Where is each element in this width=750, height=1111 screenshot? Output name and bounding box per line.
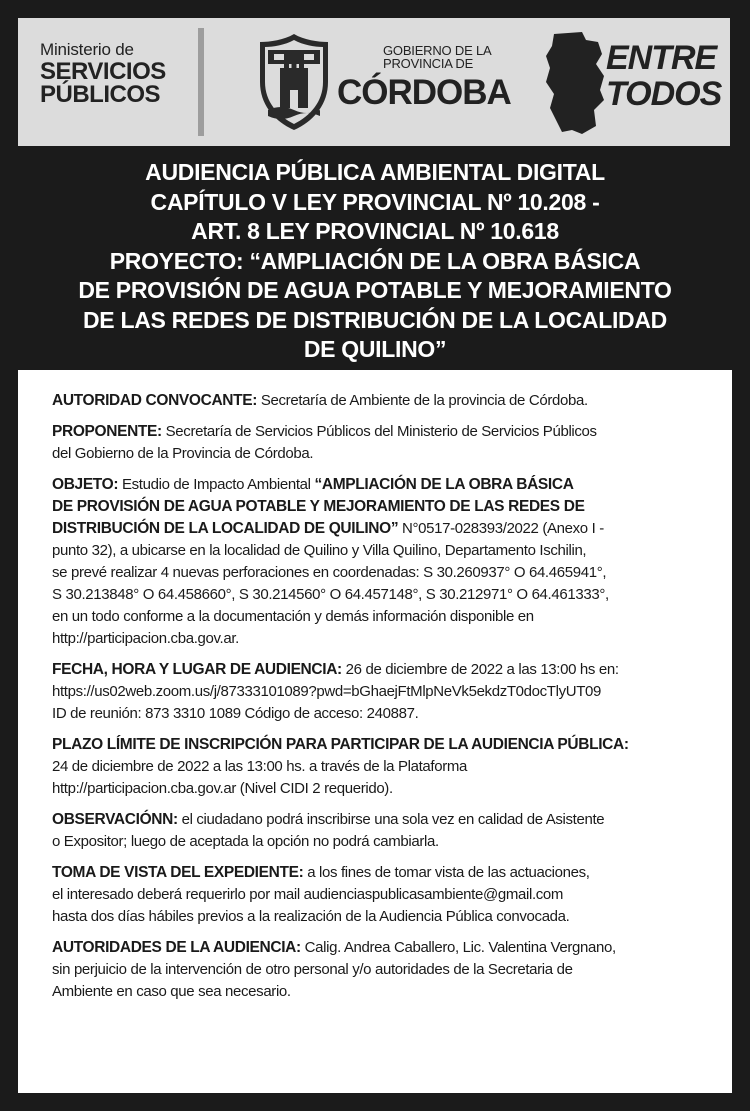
title-line: PROYECTO: “AMPLIACIÓN DE LA OBRA BÁSICA — [109, 247, 641, 274]
ministerio-name-line-1: SERVICIOS — [40, 58, 166, 85]
autoridades-text-1: Calig. Andrea Caballero, Lic. Valentina Vergnano, — [300, 939, 616, 956]
objeto-text-4: punto 32), a ubicarse en la localidad de Quilino y Villa Quilino, Departamento Ischilin, — [52, 542, 587, 559]
section-toma-de-vista — [52, 862, 718, 928]
section-autoridades — [52, 937, 718, 1003]
autoridades-label: AUTORIDADES DE LA AUDIENCIA: — [52, 939, 301, 956]
entre-word: ENTRE — [606, 39, 717, 77]
gobierno-line-1: GOBIERNO DE LA — [383, 43, 492, 58]
toma-text-2: el interesado deberá requerirlo por mail audienciaspublicasambiente@gmail.com — [52, 886, 564, 903]
toma-label: TOMA DE VISTA DEL EXPEDIENTE: — [52, 864, 304, 881]
autoridades-text-2: sin perjuicio de la intervención de otro personal y/o autoridades de la Secretaria de — [52, 961, 573, 978]
fecha-text: 26 de diciembre de 2022 a las 13:00 hs en: — [341, 661, 619, 678]
objeto-project-3: DISTRIBUCIÓN DE LA LOCALIDAD DE QUILINO” — [52, 520, 399, 537]
observacion-label: OBSERVACIÓNN: — [52, 811, 178, 828]
logo-header — [18, 18, 730, 146]
proponente-text-1: Secretaría de Servicios Públicos del Ministerio de Servicios Públicos — [161, 423, 597, 440]
autoridad-label: AUTORIDAD CONVOCANTE: — [52, 392, 258, 409]
autoridad-text: Secretaría de Ambiente de la provincia de Córdoba. — [257, 392, 588, 409]
title-line: ART. 8 LEY PROVINCIAL Nº 10.618 — [191, 218, 559, 244]
title-line: CAPÍTULO V LEY PROVINCIAL Nº 10.208 - — [150, 188, 600, 215]
cordoba-wordmark: CÓRDOBA — [337, 73, 511, 112]
cordoba-map-silhouette-icon — [542, 30, 608, 136]
plazo-text-1: 24 de diciembre de 2022 a las 13:00 hs. a través de la Plataforma — [52, 758, 468, 775]
title-line: DE LAS REDES DE DISTRIBUCIÓN DE LA LOCALIDAD — [83, 306, 667, 333]
section-plazo — [52, 734, 718, 800]
fecha-label: FECHA, HORA Y LUGAR DE AUDIENCIA: — [52, 661, 342, 678]
plazo-label: PLAZO LÍMITE DE INSCRIPCIÓN PARA PARTICIPAR DE LA AUDIENCIA PÚBLICA: — [52, 736, 629, 753]
objeto-text-1: Estudio de Impacto Ambiental — [118, 476, 315, 493]
details-panel — [18, 370, 732, 1093]
gobierno-line-2: PROVINCIA DE — [383, 56, 474, 71]
notice-title — [20, 158, 730, 365]
cordoba-coat-of-arms-icon — [254, 30, 334, 134]
observacion-text-2: o Expositor; luego de aceptada la opción no podrá cambiarla. — [52, 833, 439, 850]
title-line: DE QUILINO” — [303, 336, 447, 362]
entre-todos-logo — [606, 40, 726, 112]
objeto-project-1: “AMPLIACIÓN DE LA OBRA BÁSICA — [314, 476, 574, 493]
logo-divider — [198, 28, 204, 136]
section-objeto — [52, 474, 718, 650]
objeto-expediente: N°0517-028393/2022 (Anexo I - — [398, 520, 604, 537]
objeto-text-7: en un todo conforme a la documentación y demás información disponible en — [52, 608, 534, 625]
objeto-label: OBJETO: — [52, 476, 119, 493]
gobierno-label — [383, 44, 533, 70]
toma-text-3: hasta dos días hábiles previos a la realización de la Audiencia Pública convocada. — [52, 908, 570, 925]
details-content — [52, 390, 718, 1012]
objeto-text-5: se prevé realizar 4 nuevas perforaciones en coordenadas: S 30.260937° O 64.465941°, — [52, 564, 607, 581]
objeto-project-2: DE PROVISIÓN DE AGUA POTABLE Y MEJORAMIENTO DE LAS REDES DE — [52, 498, 585, 515]
section-fecha — [52, 659, 718, 725]
section-autoridad-convocante — [52, 390, 718, 412]
observacion-text-1: el ciudadano podrá inscribirse una sola vez en calidad de Asistente — [177, 811, 605, 828]
autoridades-text-3: Ambiente en caso que sea necesario. — [52, 983, 291, 1000]
plazo-text-2: http://participacion.cba.gov.ar (Nivel CIDI 2 requerido). — [52, 780, 393, 797]
section-proponente — [52, 421, 718, 465]
ministerio-label: Ministerio de — [40, 40, 134, 59]
section-observacion — [52, 809, 718, 853]
toma-text-1: a los fines de tomar vista de las actuaciones, — [303, 864, 590, 881]
ministerio-logo — [40, 60, 210, 106]
todos-word: TODOS — [606, 75, 722, 113]
ministerio-name-line-2: PÚBLICOS — [40, 81, 161, 108]
title-line: DE PROVISIÓN DE AGUA POTABLE Y MEJORAMIENTO — [78, 277, 672, 303]
zoom-link: https://us02web.zoom.us/j/87333101089?pwd=bGhaejFtMlpNeVk5ekdzT0docTlyUT09 — [52, 683, 602, 700]
title-line: AUDIENCIA PÚBLICA AMBIENTAL DIGITAL — [145, 159, 605, 185]
objeto-url: http://participacion.cba.gov.ar. — [52, 630, 239, 647]
meeting-id: ID de reunión: 873 3310 1089 Código de acceso: 240887. — [52, 705, 419, 722]
proponente-label: PROPONENTE: — [52, 423, 162, 440]
proponente-text-2: del Gobierno de la Provincia de Córdoba. — [52, 445, 314, 462]
objeto-text-6: S 30.213848° O 64.458660°, S 30.214560° O 64.457148°, S 30.212971° O 64.461333°, — [52, 586, 609, 603]
